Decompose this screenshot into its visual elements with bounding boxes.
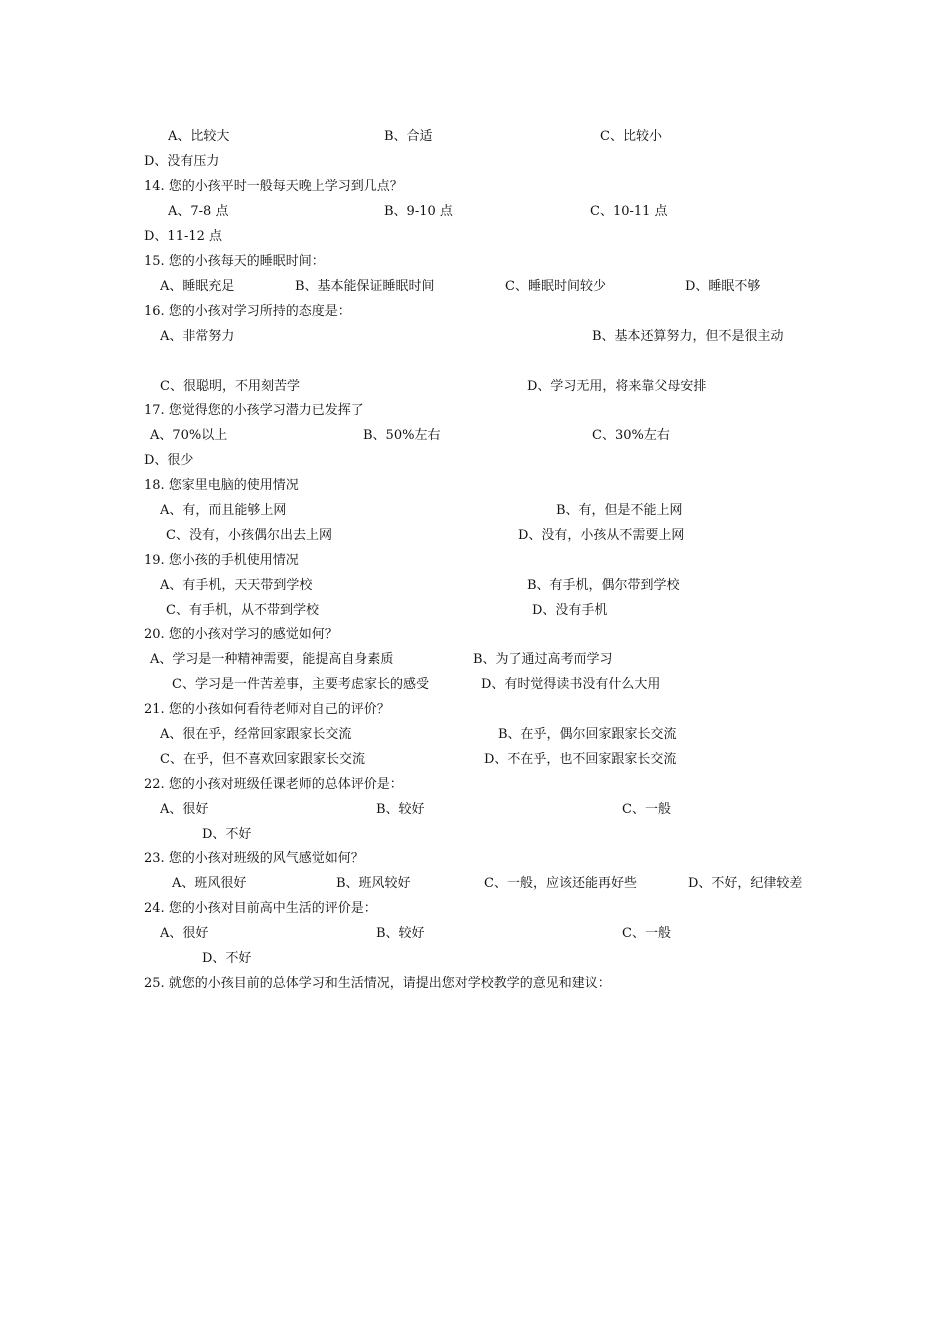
q22-option-d: D、不好 [202,827,252,842]
q15-option-d: D、睡眠不够 [685,279,761,294]
q14-option-b: B、9-10 点 [384,204,453,219]
q21-option-b: B、在乎，偶尔回家跟家长交流 [498,727,677,742]
q18-option-b: B、有，但是不能上网 [556,503,683,518]
q17-option-c: C、30%左右 [592,428,670,443]
q14-option-d: D、11-12 点 [144,229,223,244]
q17-title: 17. 您觉得您的小孩学习潜力已发挥了 [144,403,364,418]
q16-title: 16. 您的小孩对学习所持的态度是： [144,304,351,319]
q13-option-d: D、没有压力 [144,154,220,169]
q21-option-c: C、在乎，但不喜欢回家跟家长交流 [160,752,365,767]
q14-title: 14. 您的小孩平时一般每天晚上学习到几点？ [144,179,403,194]
q23-option-a: A、班风很好 [172,876,247,891]
q24-option-c: C、一般 [622,926,671,941]
q13-option-b: B、合适 [384,129,433,144]
q16-option-c: C、很聪明，不用刻苦学 [160,379,300,394]
q23-option-c: C、一般，应该还能再好些 [484,876,637,891]
q15-option-a: A、睡眠充足 [160,279,235,294]
q24-title: 24. 您的小孩对目前高中生活的评价是： [144,901,377,916]
q18-option-d: D、没有，小孩从不需要上网 [518,528,685,543]
q22-option-a: A、很好 [160,802,209,817]
q14-option-c: C、10-11 点 [590,204,668,219]
q20-title: 20. 您的小孩对学习的感觉如何？ [144,627,338,642]
q19-option-c: C、有手机，从不带到学校 [166,603,319,618]
q21-option-d: D、不在乎，也不回家跟家长交流 [484,752,677,767]
q17-option-a: A、70%以上 [150,428,228,443]
q23-option-d: D、不好，纪律较差 [688,876,803,891]
q21-title: 21. 您的小孩如何看待老师对自己的评价？ [144,702,390,717]
q19-option-a: A、有手机，天天带到学校 [160,578,313,593]
q22-option-b: B、较好 [376,802,425,817]
q25-title: 25. 就您的小孩目前的总体学习和生活情况，请提出您对学校教学的意见和建议： [144,976,611,991]
q21-option-a: A、很在乎，经常回家跟家长交流 [160,727,352,742]
q16-option-b: B、基本还算努力，但不是很主动 [592,329,784,344]
q15-title: 15. 您的小孩每天的睡眠时间： [144,254,325,269]
q23-title: 23. 您的小孩对班级的风气感觉如何？ [144,851,364,866]
q19-title: 19. 您小孩的手机使用情况 [144,553,299,568]
q18-title: 18. 您家里电脑的使用情况 [144,478,299,493]
q19-option-b: B、有手机，偶尔带到学校 [527,578,680,593]
q18-option-c: C、没有，小孩偶尔出去上网 [166,528,332,543]
q17-option-d: D、很少 [144,453,194,468]
q24-option-a: A、很好 [160,926,209,941]
q20-option-d: D、有时觉得读书没有什么大用 [481,677,661,692]
q17-option-b: B、50%左右 [363,428,441,443]
q15-option-b: B、基本能保证睡眠时间 [295,279,435,294]
q13-option-c: C、比较小 [600,129,662,144]
q23-option-b: B、班风较好 [336,876,411,891]
q20-option-b: B、为了通过高考而学习 [473,652,613,667]
q19-option-d: D、没有手机 [532,603,608,618]
q16-option-a: A、非常努力 [160,329,235,344]
q18-option-a: A、有，而且能够上网 [160,503,287,518]
q22-title: 22. 您的小孩对班级任课老师的总体评价是： [144,777,403,792]
q16-option-d: D、学习无用，将来靠父母安排 [527,379,707,394]
q20-option-c: C、学习是一件苦差事，主要考虑家长的感受 [172,677,429,692]
q20-option-a: A、学习是一种精神需要，能提高自身素质 [150,652,394,667]
q14-option-a: A、7-8 点 [168,204,229,219]
q13-option-a: A、比较大 [168,129,230,144]
q15-option-c: C、睡眠时间较少 [505,279,606,294]
q24-option-d: D、不好 [202,951,252,966]
q24-option-b: B、较好 [376,926,425,941]
q22-option-c: C、一般 [622,802,671,817]
